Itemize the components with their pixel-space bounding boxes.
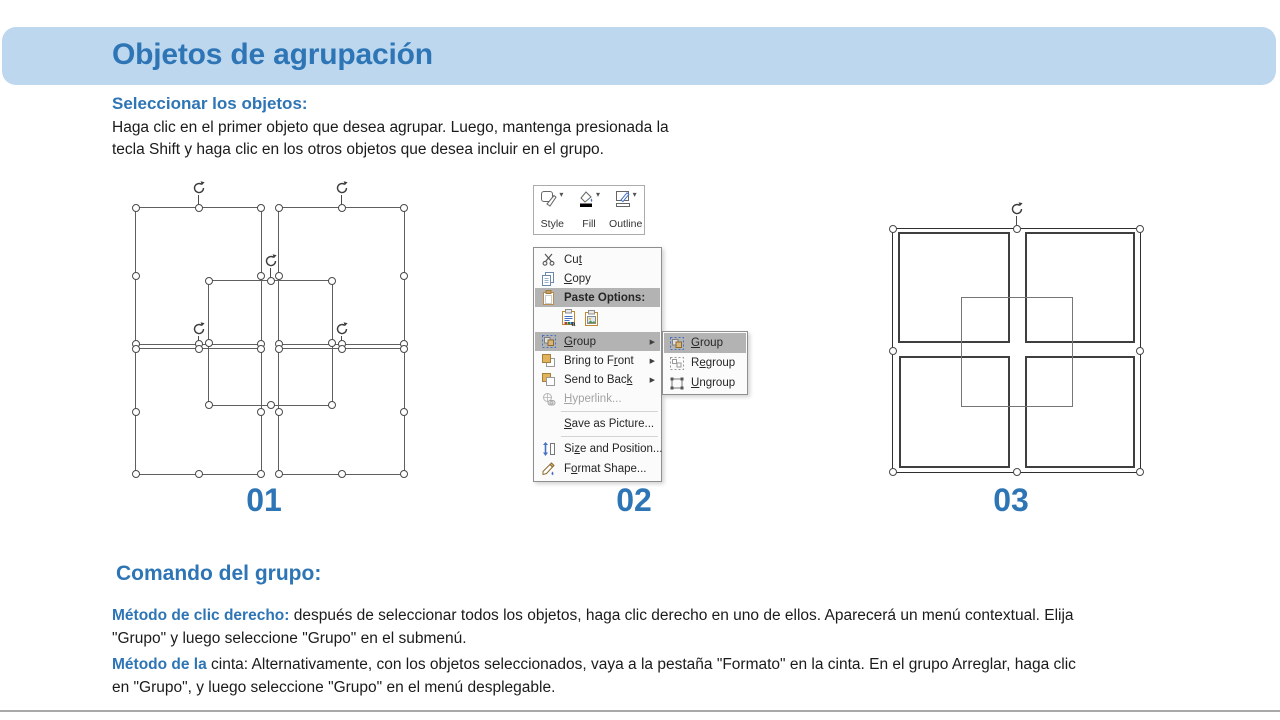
- selection-handle-tm[interactable]: [338, 345, 346, 353]
- fill-button-label: Fill: [582, 218, 596, 230]
- selection-handle-tl[interactable]: [889, 225, 897, 233]
- selection-handle-br[interactable]: [400, 470, 408, 478]
- bring-to-front-icon: [539, 354, 558, 367]
- label-pre: Cu: [564, 253, 579, 266]
- select-body-line1: Haga clic en el primer objeto que desea agrupar. Luego, mantenga presionada la: [112, 119, 669, 136]
- cut-scissors-icon: [539, 253, 558, 266]
- submenu-arrow-icon: ▶: [649, 376, 655, 384]
- selection-handle-mr[interactable]: [257, 272, 265, 280]
- select-section-heading: Seleccionar los objetos:: [112, 94, 308, 113]
- menu-item-copy[interactable]: [535, 269, 660, 288]
- menu-item-send-to-back[interactable]: [535, 370, 660, 389]
- label-post: group: [705, 357, 736, 369]
- selection-handle-bl[interactable]: [205, 401, 213, 409]
- command-section-body: [112, 604, 1097, 702]
- label-post: opy: [572, 272, 591, 285]
- regroup-icon: [668, 357, 685, 370]
- selection-handle-ml[interactable]: [275, 272, 283, 280]
- style-icon: [541, 191, 558, 212]
- outline-icon: [615, 191, 632, 212]
- rotation-handle-icon[interactable]: [1009, 201, 1025, 217]
- selection-handle-mr[interactable]: [400, 272, 408, 280]
- label-post: ave as Picture...: [571, 418, 655, 430]
- label-pre: R: [691, 357, 700, 369]
- submenu-arrow-icon: ▶: [649, 357, 655, 365]
- fill-caret-icon: ▾: [596, 190, 601, 199]
- submenu-item-regroup-label: [691, 357, 735, 369]
- selection-handle-tm[interactable]: [1013, 225, 1021, 233]
- menu-item-bring-to-front-label: [564, 355, 634, 367]
- selection-handle-mr[interactable]: [1136, 347, 1144, 355]
- svg-text:a: a: [571, 321, 576, 327]
- selection-handle-bl[interactable]: [132, 470, 140, 478]
- slide-bottom-edge: [0, 710, 1280, 712]
- grouped-square-center[interactable]: [961, 297, 1073, 407]
- label-pre: F: [564, 463, 572, 475]
- selection-handle-tm[interactable]: [267, 277, 275, 285]
- label-accel: e: [699, 357, 706, 369]
- menu-item-bring-to-front[interactable]: [535, 351, 660, 370]
- menu-item-paste-options-label: Paste Options:: [564, 291, 646, 304]
- format-shape-icon: [539, 462, 558, 476]
- selection-handle-ml[interactable]: [889, 347, 897, 355]
- submenu-arrow-icon: ▶: [649, 338, 655, 346]
- label-pre: Send to Bac: [564, 373, 627, 386]
- rotation-handle-icon[interactable]: [334, 321, 350, 337]
- label-post: yperlink...: [572, 393, 622, 405]
- menu-item-format-shape-label: [564, 463, 646, 475]
- method-right-click-text: después de seleccionar todos los objetos, haga clic derecho en uno de ellos. Aparecerá un menú contextual. Elija "Grupo" y luego seleccione "Grupo" en el submenú.: [112, 607, 1074, 647]
- selection-handle-ml[interactable]: [132, 272, 140, 280]
- selection-handle-br[interactable]: [328, 401, 336, 409]
- menu-item-group[interactable]: [535, 332, 660, 351]
- menu-item-cut[interactable]: [535, 250, 660, 269]
- hyperlink-icon: [539, 393, 558, 406]
- rotation-handle-icon[interactable]: [334, 180, 350, 196]
- group-icon: [668, 337, 685, 350]
- outline-button[interactable]: [607, 186, 644, 234]
- submenu-item-regroup[interactable]: [664, 353, 746, 373]
- selection-handle-ml[interactable]: [205, 339, 213, 347]
- selection-handle-bl[interactable]: [275, 470, 283, 478]
- copy-icon: [539, 272, 558, 286]
- group-submenu: [662, 331, 748, 395]
- outline-button-label: Outline: [609, 218, 643, 230]
- menu-separator: [561, 436, 658, 437]
- paste-keep-source-icon[interactable]: [562, 309, 577, 330]
- selection-handle-tl[interactable]: [132, 204, 140, 212]
- ungroup-icon: [668, 377, 685, 390]
- selection-handle-bm[interactable]: [338, 470, 346, 478]
- command-section-heading: Comando del grupo:: [116, 562, 322, 585]
- label-accel: U: [691, 377, 700, 389]
- submenu-item-group[interactable]: [664, 333, 746, 353]
- menu-separator: [561, 411, 658, 412]
- method-ribbon-text: cinta: Alternativamente, con los objetos seleccionados, vaya a la pestaña "Formato" en la cinta. En el grupo Arreglar, haga clic en "Grupo", y luego seleccione "Grupo" en el menú desplegable.: [112, 656, 1076, 696]
- selection-handle-br[interactable]: [1136, 468, 1144, 476]
- label-accel: G: [691, 337, 700, 349]
- size-position-icon: [539, 442, 558, 456]
- label-post: ont: [617, 354, 634, 367]
- label-post: ngroup: [699, 377, 736, 389]
- menu-item-save-as-picture-label: [564, 418, 654, 430]
- menu-item-size-and-position[interactable]: [535, 439, 663, 459]
- page-title: Objetos de agrupación: [112, 38, 433, 71]
- selection-handle-tm[interactable]: [338, 204, 346, 212]
- send-to-back-icon: [539, 373, 558, 386]
- select-body-line2: tecla Shift y haga clic en los otros objetos que desea incluir en el grupo.: [112, 141, 604, 158]
- label-accel: G: [564, 335, 573, 348]
- menu-item-copy-label: [564, 273, 591, 285]
- method-right-click-label: Método de clic derecho:: [112, 607, 290, 624]
- context-menu: [533, 247, 662, 482]
- select-section-body: [112, 117, 762, 161]
- menu-item-paste-options[interactable]: [535, 288, 660, 307]
- submenu-item-ungroup[interactable]: [664, 373, 746, 393]
- fill-icon: [578, 191, 595, 212]
- selection-handle-tl[interactable]: [132, 345, 140, 353]
- menu-item-cut-label: [564, 254, 582, 266]
- illustration-ungrouped-shapes: [135, 185, 405, 490]
- label-accel: z: [574, 443, 580, 455]
- label-accel: C: [564, 272, 573, 285]
- label-accel: t: [578, 253, 582, 266]
- selection-handle-tl[interactable]: [275, 204, 283, 212]
- selection-handle-tr[interactable]: [257, 345, 265, 353]
- menu-item-group-label: [564, 336, 596, 348]
- selection-handle-ml[interactable]: [275, 408, 283, 416]
- style-caret-icon: ▾: [559, 190, 564, 199]
- selection-handle-tr[interactable]: [257, 204, 265, 212]
- selection-handle-tr[interactable]: [1136, 225, 1144, 233]
- label-post: rmat Shape...: [577, 463, 647, 475]
- label-post: roup: [572, 335, 596, 348]
- selection-handle-mr[interactable]: [257, 408, 265, 416]
- label-post: e and Position...: [579, 443, 663, 455]
- method-ribbon-paragraph: [112, 653, 1097, 699]
- paste-clipboard-icon: [539, 290, 558, 305]
- selection-handle-bm[interactable]: [1013, 468, 1021, 476]
- menu-item-format-shape[interactable]: [535, 459, 660, 479]
- fill-button[interactable]: [571, 186, 608, 234]
- label-post: roup: [699, 337, 723, 349]
- menu-item-save-as-picture[interactable]: [535, 414, 660, 434]
- label-pre: Si: [564, 443, 575, 455]
- step-label-1: 01: [246, 482, 282, 518]
- menu-item-hyperlink[interactable]: [535, 389, 660, 409]
- paste-picture-icon[interactable]: [585, 310, 600, 330]
- selection-handle-mr[interactable]: [400, 408, 408, 416]
- step-label-2: 02: [616, 482, 652, 518]
- selection-handle-bm[interactable]: [267, 401, 275, 409]
- mini-format-toolbar: [533, 185, 645, 235]
- selection-handle-tr[interactable]: [328, 277, 336, 285]
- method-right-click-paragraph: [112, 604, 1097, 650]
- group-icon: [539, 335, 558, 348]
- selection-handle-tr[interactable]: [400, 204, 408, 212]
- selection-handle-mr[interactable]: [328, 339, 336, 347]
- rotation-handle-icon[interactable]: [263, 253, 279, 269]
- submenu-item-ungroup-label: [691, 377, 735, 389]
- label-accel: k: [626, 373, 633, 386]
- selection-handle-br[interactable]: [257, 470, 265, 478]
- selection-handle-ml[interactable]: [132, 408, 140, 416]
- selection-handle-tm[interactable]: [195, 204, 203, 212]
- selection-handle-tl[interactable]: [275, 345, 283, 353]
- label-accel: r: [613, 354, 618, 367]
- menu-item-size-and-position-label: [564, 443, 662, 455]
- selection-handle-tr[interactable]: [400, 345, 408, 353]
- style-button[interactable]: [534, 186, 571, 234]
- selection-handle-tl[interactable]: [205, 277, 213, 285]
- rotation-handle-icon[interactable]: [191, 180, 207, 196]
- selection-handle-bm[interactable]: [195, 470, 203, 478]
- shape-square-center[interactable]: [208, 280, 333, 406]
- selection-handle-bl[interactable]: [889, 468, 897, 476]
- menu-item-send-to-back-label: [564, 374, 632, 386]
- paste-options-row: [535, 307, 660, 332]
- outline-caret-icon: ▾: [632, 190, 637, 199]
- illustration-grouped-shapes: [892, 190, 1141, 474]
- rotation-handle-icon[interactable]: [191, 321, 207, 337]
- label-accel: S: [564, 418, 572, 430]
- step-label-3: 03: [993, 482, 1029, 518]
- submenu-item-group-label: [691, 337, 723, 349]
- label-pre: Bring to F: [564, 354, 614, 367]
- menu-item-hyperlink-label: [564, 393, 622, 405]
- method-ribbon-label: Método de la: [112, 656, 207, 673]
- label-accel: o: [571, 463, 578, 475]
- label-accel: H: [564, 393, 573, 405]
- style-button-label: Style: [540, 218, 564, 230]
- selection-handle-tm[interactable]: [195, 345, 203, 353]
